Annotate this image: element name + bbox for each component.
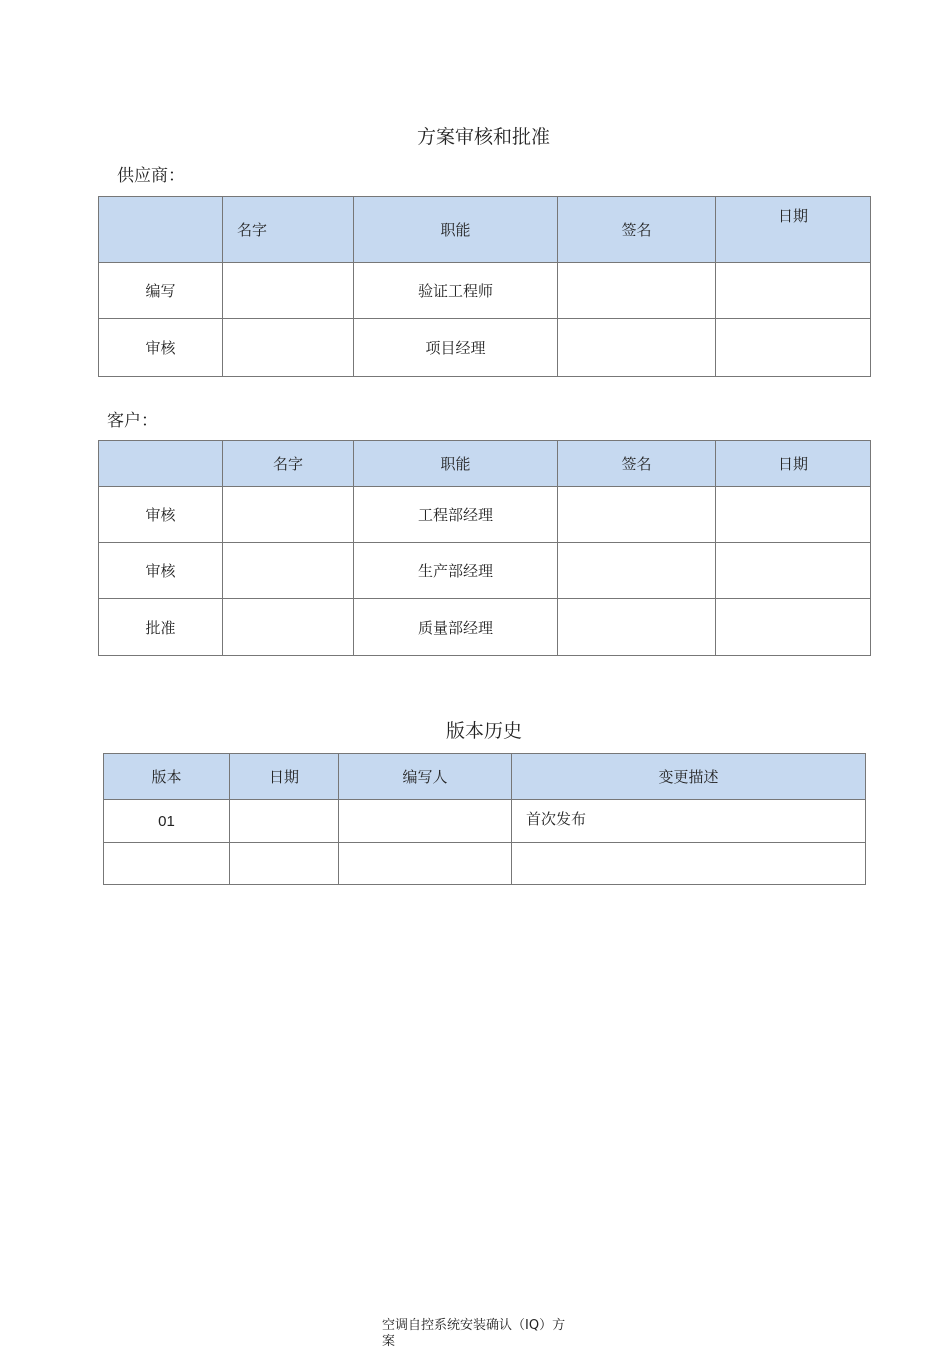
table-row — [104, 800, 866, 843]
table-row — [99, 543, 871, 599]
history-header-version: 版本 — [104, 754, 230, 800]
version-cell[interactable] — [104, 843, 230, 885]
name-cell[interactable] — [223, 543, 354, 599]
author-cell[interactable] — [339, 843, 512, 885]
role-cell: 审核 — [99, 487, 223, 543]
name-cell[interactable] — [223, 319, 354, 377]
signature-cell[interactable] — [558, 487, 716, 543]
customer-header-blank — [99, 441, 223, 487]
date-cell[interactable] — [230, 800, 339, 843]
supplier-header-signature: 签名 — [558, 197, 716, 263]
function-cell: 质量部经理 — [354, 599, 558, 656]
footer-line-1: 空调自控系统安装确认（IQ）方 — [382, 1318, 566, 1333]
name-cell[interactable] — [223, 599, 354, 656]
signature-cell[interactable] — [558, 263, 716, 319]
supplier-header-function: 职能 — [354, 197, 558, 263]
table-row — [104, 843, 866, 885]
customer-header-function: 职能 — [354, 441, 558, 487]
date-cell[interactable] — [716, 487, 871, 543]
customer-header-date: 日期 — [716, 441, 871, 487]
function-cell: 工程部经理 — [354, 487, 558, 543]
date-cell[interactable] — [230, 843, 339, 885]
date-cell[interactable] — [716, 599, 871, 656]
history-header-row — [104, 754, 866, 800]
history-header-change: 变更描述 — [512, 754, 866, 800]
history-header-date: 日期 — [230, 754, 339, 800]
approval-title: 方案审核和批准 — [417, 126, 551, 148]
signature-cell[interactable] — [558, 319, 716, 377]
name-cell[interactable] — [223, 487, 354, 543]
supplier-header-row — [99, 197, 871, 263]
supplier-header-blank — [99, 197, 223, 263]
customer-table — [98, 440, 871, 656]
supplier-table — [98, 196, 871, 377]
supplier-header-date: 日期 — [716, 197, 871, 263]
history-header-author: 编写人 — [339, 754, 512, 800]
function-cell: 验证工程师 — [354, 263, 558, 319]
customer-header-name: 名字 — [223, 441, 354, 487]
table-row — [99, 319, 871, 377]
change-cell[interactable] — [512, 843, 866, 885]
supplier-label: 供应商： — [117, 166, 185, 186]
version-cell: 01 — [104, 800, 230, 843]
customer-label: 客户： — [107, 411, 158, 431]
date-cell[interactable] — [716, 319, 871, 377]
history-table — [103, 753, 866, 885]
customer-header-row — [99, 441, 871, 487]
change-cell: 首次发布 — [512, 800, 866, 843]
signature-cell[interactable] — [558, 599, 716, 656]
date-cell[interactable] — [716, 543, 871, 599]
function-cell: 生产部经理 — [354, 543, 558, 599]
customer-header-signature: 签名 — [558, 441, 716, 487]
role-cell: 编写 — [99, 263, 223, 319]
table-row — [99, 487, 871, 543]
name-cell[interactable] — [223, 263, 354, 319]
role-cell: 审核 — [99, 319, 223, 377]
table-row — [99, 599, 871, 656]
supplier-header-name: 名字 — [223, 197, 354, 263]
role-cell: 审核 — [99, 543, 223, 599]
date-cell[interactable] — [716, 263, 871, 319]
role-cell: 批准 — [99, 599, 223, 656]
footer-line-2: 案 — [382, 1334, 396, 1349]
function-cell: 项目经理 — [354, 319, 558, 377]
author-cell[interactable] — [339, 800, 512, 843]
table-row — [99, 263, 871, 319]
history-title: 版本历史 — [446, 720, 523, 742]
signature-cell[interactable] — [558, 543, 716, 599]
